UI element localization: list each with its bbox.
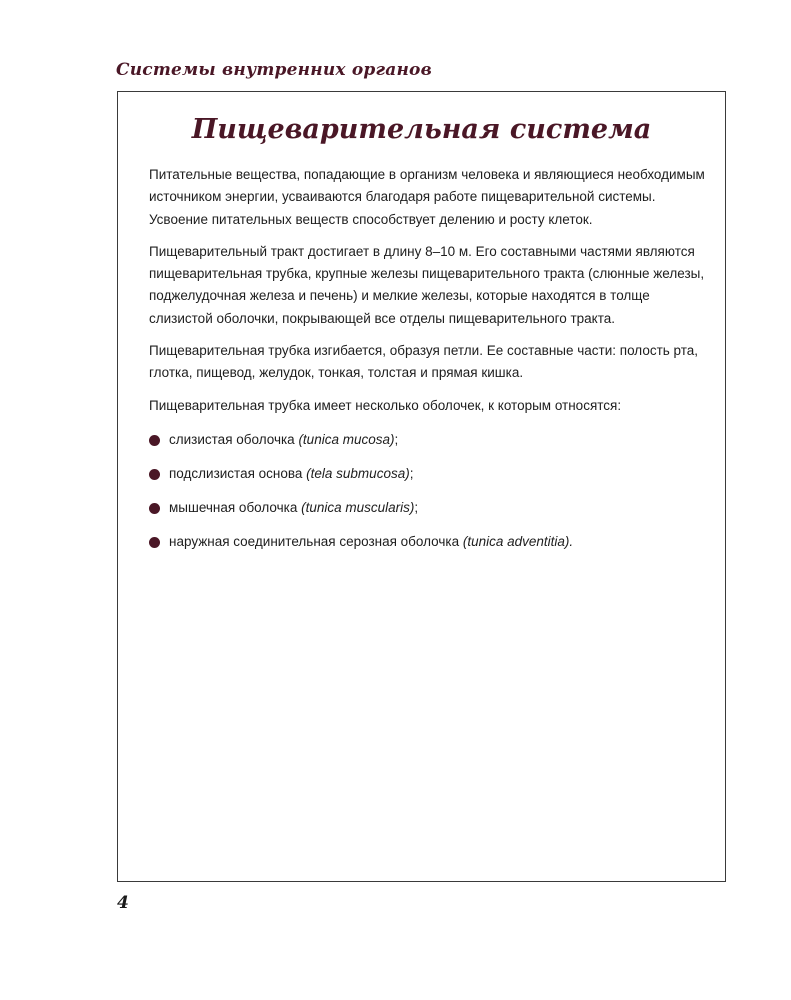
paragraph: Пищеварительная трубка изгибается, образуя петли. Ее составные части: полость рта, глотка, пищевод, желудок, тонкая, толстая и прямая кишка. [149, 343, 699, 381]
section-title: Пищеварительная система [191, 114, 652, 145]
paragraph: Пищеварительный тракт достигает в длину 8–10 м. Его составными частями являются пищеварительная трубка, крупные железы пищеварительного тракта (слюнные железы, поджелудочная железа и печень) и мелкие железы, которые находятся в толще слизистой оболочки, покрывающей все отделы пищеварительного тракта. [149, 243, 705, 326]
membrane-list [149, 429, 709, 553]
list-item-end: ; [394, 431, 399, 447]
list-item [149, 531, 709, 553]
list-item-text: подслизистая основа [169, 465, 307, 481]
body-text [149, 164, 709, 565]
list-item-latin: (tunica adventitia). [462, 533, 574, 549]
page-number: 4 [117, 893, 129, 913]
bullet-dot-icon [149, 435, 160, 446]
paragraph: Питательные вещества, попадающие в организм человека и являющиеся необходимым источником энергии, усваиваются благодаря работе пищеварительной системы. Усвоение питательных веществ способствует делению и росту клеток. [149, 167, 705, 227]
bullet-dot-icon [149, 469, 160, 480]
list-item-text: мышечная оболочка [169, 499, 302, 515]
list-item-end: ; [409, 465, 414, 481]
list-item-text: слизистая оболочка [169, 431, 299, 447]
list-item-latin: (tela submucosa) [306, 465, 410, 481]
content-frame [117, 91, 726, 882]
list-item-latin: (tunica mucosa) [298, 431, 395, 447]
bullet-dot-icon [149, 537, 160, 548]
list-item-text: наружная соединительная серозная оболочка [169, 533, 463, 549]
list-item-end: ; [414, 499, 419, 515]
list-item [149, 497, 709, 519]
paragraph: Пищеварительная трубка имеет несколько оболочек, к которым относятся: [149, 397, 622, 413]
bullet-dot-icon [149, 503, 160, 514]
list-item [149, 429, 709, 451]
list-item [149, 463, 709, 485]
running-header: Системы внутренних органов [116, 60, 432, 80]
list-item-latin: (tunica muscularis) [301, 499, 415, 515]
